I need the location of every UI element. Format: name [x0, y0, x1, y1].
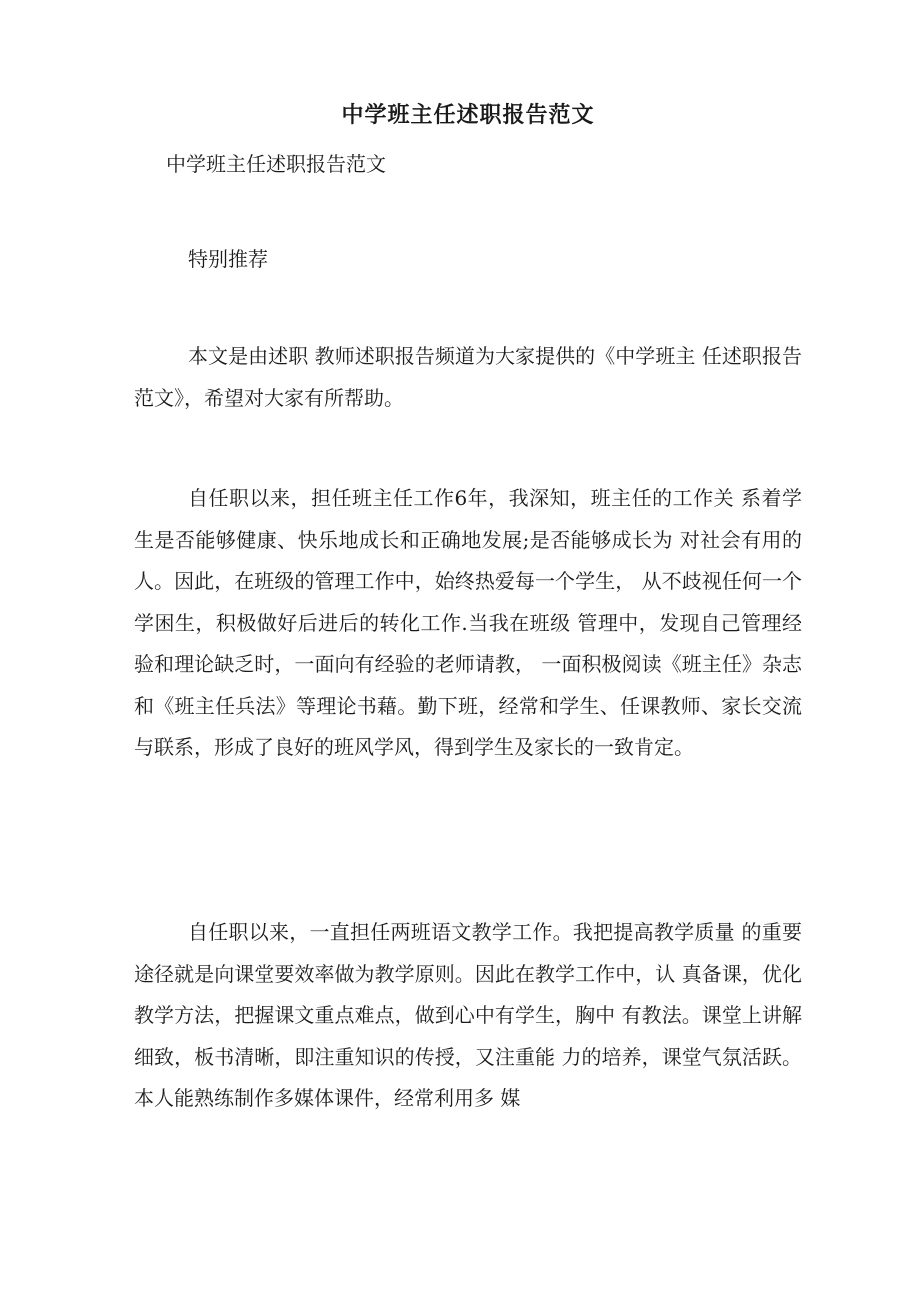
paragraph-class-management: 自任职以来，担任班主任工作6年，我深知，班主任的工作关 系着学生是否能够健康、快乐地成长和正确地发展;是否能够成长为 对社会有用的人。因此，在班级的管理工作中，始终热爱每一个学生， 从不歧视任何一个学困生，积极做好后进后的转化工作.当我在班级 管理中，发现自己管理经验和理论缺乏时，一面向有经验的老师请教， 一面积极阅读《班主任》杂志和《班主任兵法》等理论书藉。勤下班，经常和学生、任课教师、家长交流与联系，形成了良好的班风学风，得到学生及家长的一致肯定。 — [134, 486, 802, 759]
paragraph-intro: 本文是由述职 教师述职报告频道为大家提供的《中学班主 任述职报告范文》，希望对大家有所帮助。 — [134, 344, 802, 410]
section-label: 特别推荐 — [188, 247, 268, 271]
document-subtitle: 中学班主任述职报告范文 — [166, 152, 386, 176]
paragraph-teaching: 自任职以来，一直担任两班语文教学工作。我把提高教学质量 的重要途径就是向课堂要效率做为教学原则。因此在教学工作中，认 真备课，优化教学方法，把握课文重点难点，做到心中有学生，胸中 有教法。课堂上讲解细致，板书清晰，即注重知识的传授，又注重能 力的培养，课堂气氛活跃。本人能熟练制作多媒体课件，经常利用多 媒 — [134, 920, 802, 1110]
document-title: 中学班主任述职报告范文 — [341, 102, 595, 128]
